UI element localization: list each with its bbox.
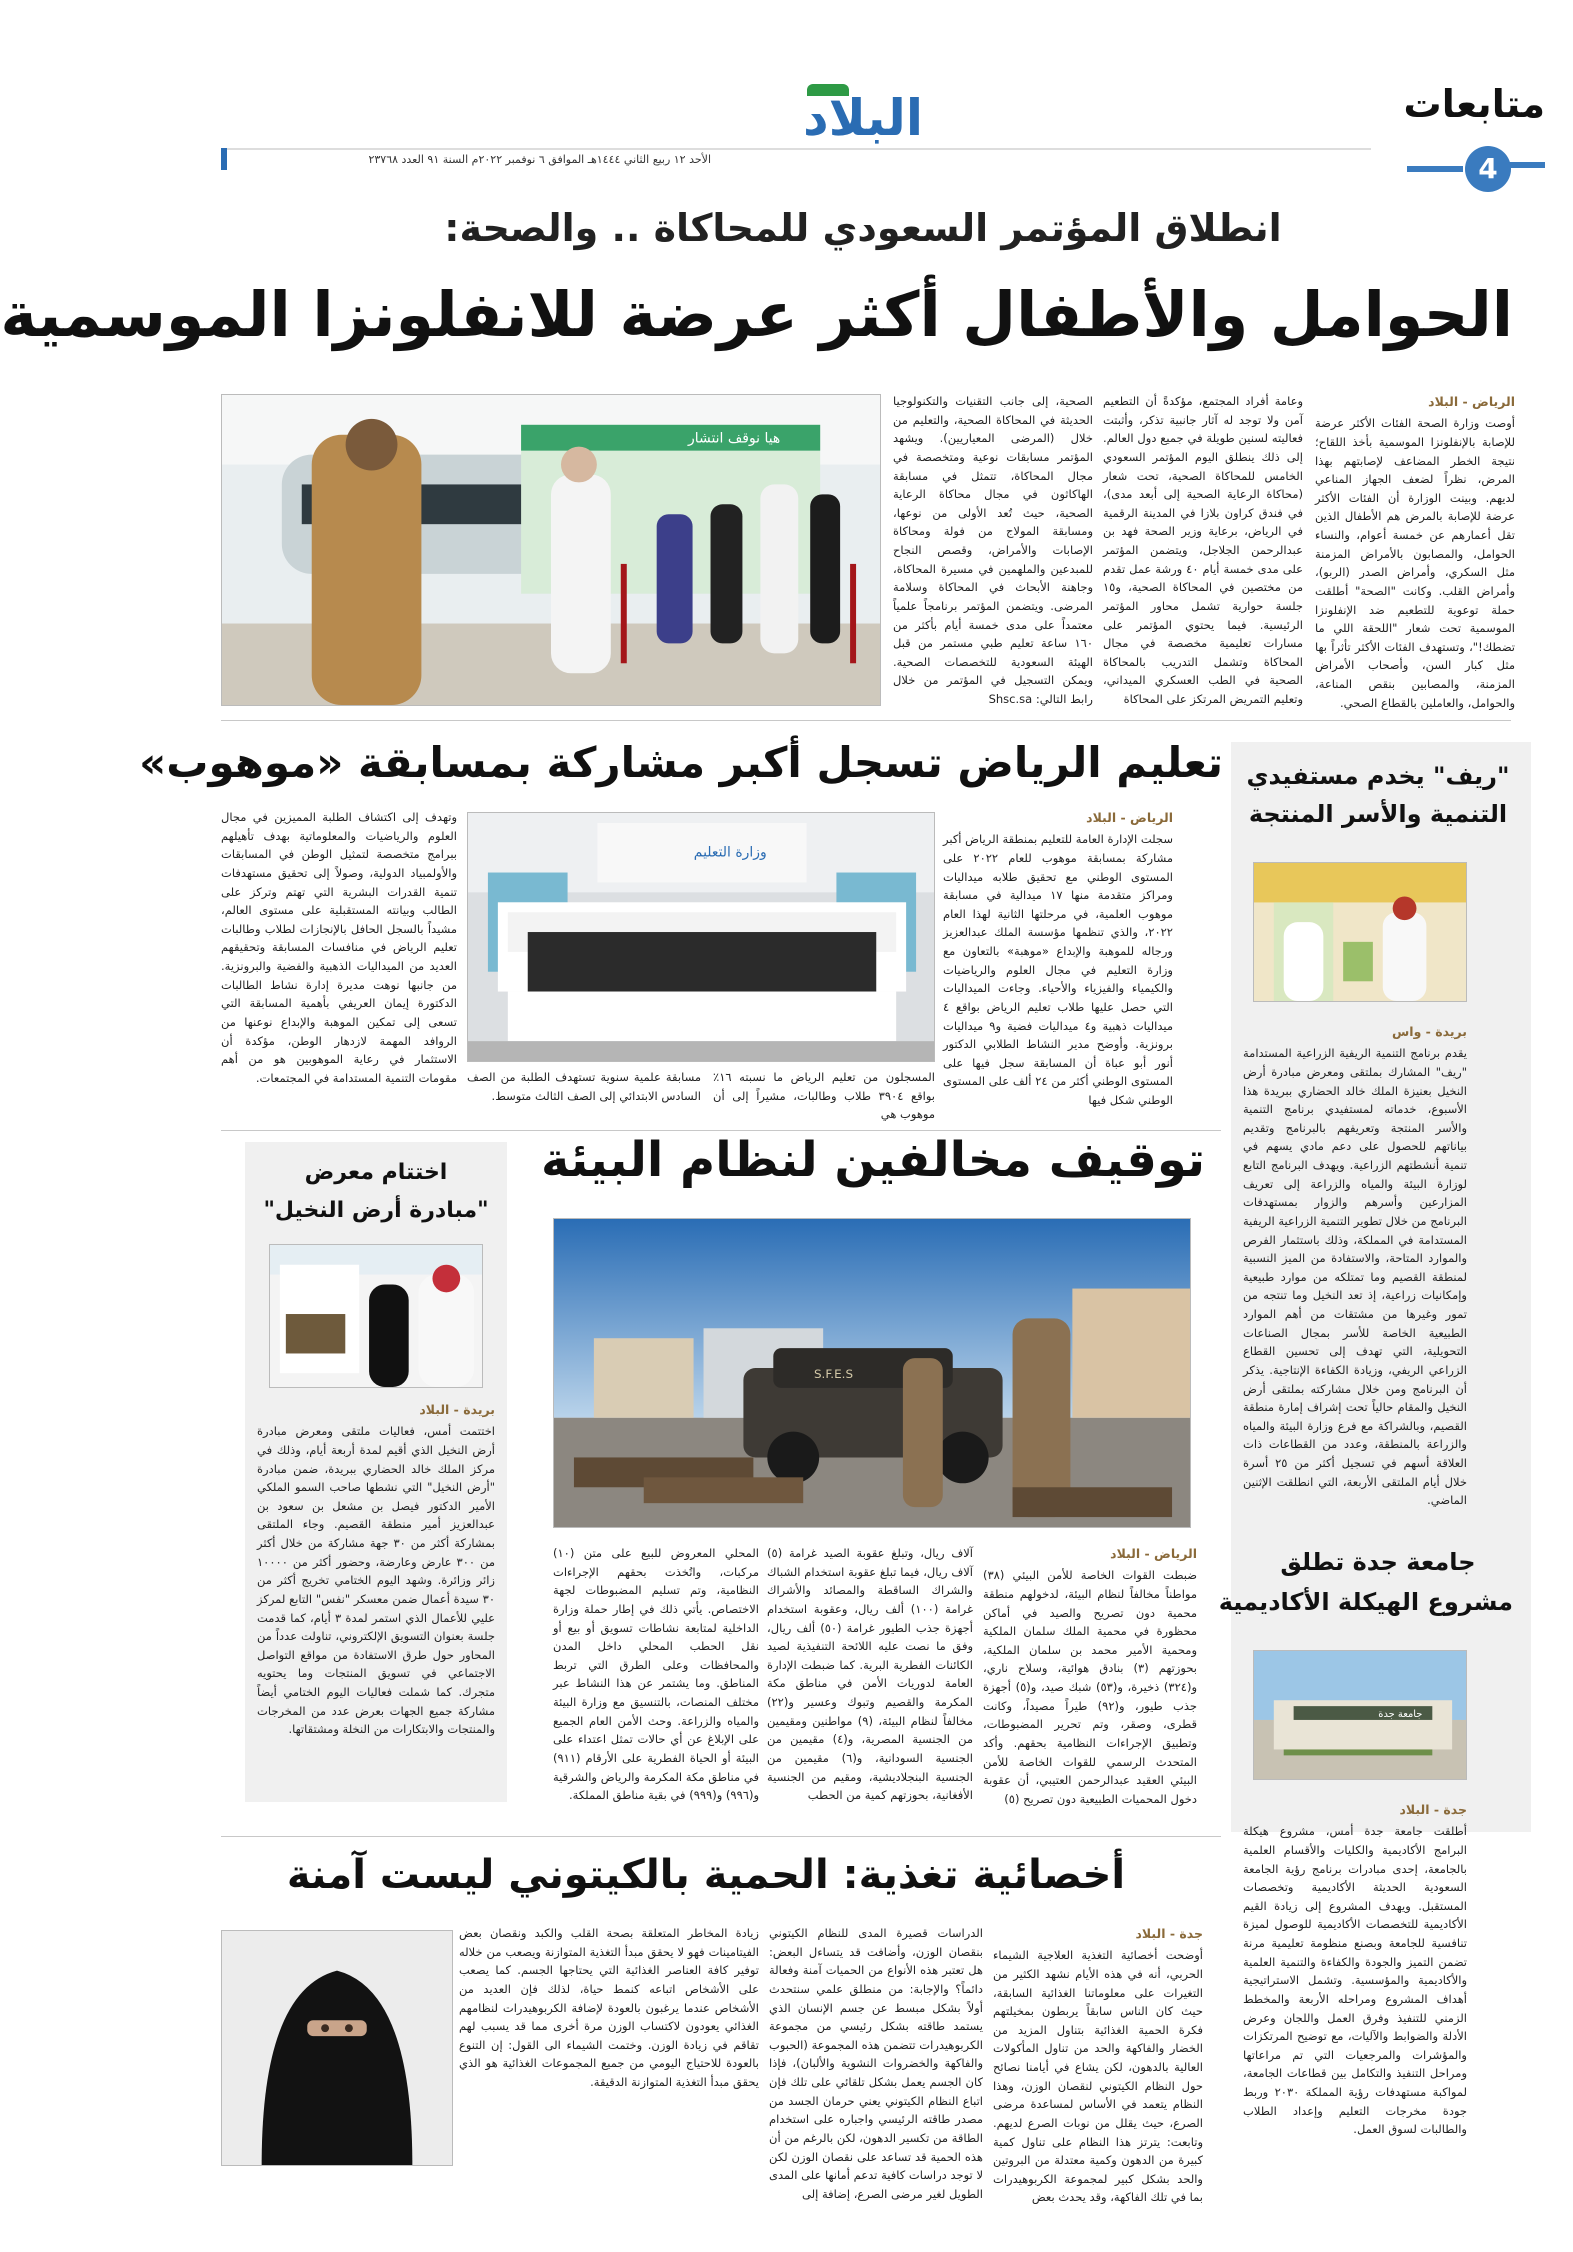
- jeddah-uni-headline-2: مشروع الهيكلة الأكاديمية: [1218, 1588, 1513, 1616]
- mawhiba-photo: [467, 812, 935, 1062]
- lead-col2-text: وعامة أفراد المجتمع، مؤكدةً أن التطعيم آمن ولا توجد له آثار جانبية تذكر، وأثبتت فعاليته لسنين طويلة في جميع دول العالم. إلى ذلك ينطلق اليوم المؤتمر السعودي الخامس للمحاكاة الصحية، تحت شعار (محاكاة الرعاية الصحية إلى أبعد مدى)، في فندق كراون بلازا في المدينة الرقمية في الرياض، برعاية وزير الصحة فهد بن عبدالرحمن الجلاجل، ويتضمن المؤتمر على مدى خمسة أيام ٤٠ ورشة عمل تقدم من مختصين في المحاكاة الصحية، و١٥ جلسة حوارية تشمل محاور المؤتمر الرئيسية. فيما يحتوي المؤتمر على مسارات تعليمية مخصصة في مجال المحاكاة وتشمل التدريب بالمحاكاة الصحية في الطب العسكري الميداني، وتعليم التمريض المرتكز على المحاكاة: [1103, 394, 1303, 706]
- mawhiba-photo-sign: وزارة التعليم: [693, 844, 767, 861]
- keto-col1-text: أوضحت أخصائية التغذية العلاجية الشيماء الحربي، أنه في هذه الأيام نشهد الكثير من التغيرات على معلوماتنا الغذائية السابقة، حيث كان الناس سابقاً يربطون بمخيلتهم فكرة الحمية الغذائية بتناول المزيد من الخضار والفاكهة والحد من تناول المأكولات العالية بالدهون، لكن يشاع في أيامنا نصائح حول النظام الكيتوني لنقصان الوزن، وهذا النظام يتعمد في الأساس لمساعدة مرضى الصرع، حيث يقلل من نوبات الصرع لديهم. وتابعت: يترتز هذا النظام على تناول كمية كبيرة من الدهون وكمية معتدلة من البروتين والحد بشكل كبير لمجموعة الكربوهيدرات بما في تلك الفاكهة، وقد يحدث بعض: [993, 1948, 1203, 2205]
- lead-photo-sign: هيا نوقف انتشار: [688, 430, 781, 447]
- environment-col2-text: آلاف ريال، وتبلغ عقوبة الصيد غرامة (٥) آلاف ريال، فيما تبلغ عقوبة استخدام الشباك والشراك الساقطة والمصائد والأشراك غرامة (١٠٠) ألف ريال، وعقوبة استخدام أجهزة جذب الطيور غرامة (٥٠) ألف ريال، وفق ما نصت عليه اللائحة التنفيذية لصيد الكائنات الفطرية البرية. كما ضبطت الإدارة العامة لدوريات الأمن في مناطق مكة المكرمة والقصيم وتبوك وعسير و(٢٢) مخالفاً لنظام البيئة، (٩) مواطنين ومقيمين من الجنسية المصرية، و(٤) مقيمين من الجنسية السودانية، و(٦) مقيمين من الجنسية البنجلاديشية، ومقيم من الجنسية الأفغانية، بحوزتهم كمية من الحطب: [767, 1546, 973, 1803]
- logo-text: البلاد: [803, 89, 923, 147]
- rif-headline-2: التنمية والأسر المنتجة: [1248, 800, 1508, 828]
- lead-column-3: [893, 392, 1093, 722]
- rif-text: يقدم برنامج التنمية الريفية الزراعية المستدامة "ريف" المشارك بملتقى ومعرض مبادرة أرض النخيل بعنيزة الملك خالد الحضاري ببريدة هذا الأسبوع، خدماته لمستفيدي برنامج التنمية والأسر المنتجة وتعريفهم بالبرنامج وتقديم بياناتهم للحصول على دعم مادي يسهم في تنمية أنشطتهم الزراعية. ويهدف البرنامج التابع لوزارة البيئة والمياه والزراعة إلى تعريف المزارعين وأسرهم والزوار بمستهدفات البرنامج من خلال تطوير التنمية الزراعية الريفية المستدامة في المملكة، وذلك باستثمار الفرص والموارد المتاحة، والاستفادة من الميز النسبية لمنطقة القصيم وما تمتلكه من موارد طبيعية وإمكانيات زراعية، إذ تعد النخيل وما تنتجه من تمور وغيرها من مشتقات من أهم الموارد الطبيعية الخاصة للأسر بمجال الصناعات التحويلية، التي تهدف إلى تحسين القطاع الزراعي الريفي، وزيادة الكفاءة الإنتاجية. يذكر أن البرنامج ومن خلال مشاركته بملتقى أرض النخيل والمقام حالياً تحت إشراف إمارة منطقة القصيم، وبالشراكة مع فرع وزارة البيئة والمياه والزراعة بالمنطقة، وعدد من القطاعات ذات العلاقة أسهم في تسجيل أكثر من ٢٥ أسرة خلال أيام الملتقى الأربعة، التي انطلقت الإثنين الماضي.: [1242, 1046, 1467, 1508]
- section-title: متابعات: [1403, 82, 1545, 126]
- jeddah-uni-text: أطلقت جامعة جدة أمس، مشروع هيكلة البرامج الأكاديمية والكليات والأقسام العلمية بالجامعة، إحدى مبادرات برنامج رؤية الجامعة السعودية الحديثة الأكاديمية وتخصصات المستقبل. ويهدف المشروع إلى زيادة القيم الأكاديمية للتخصصات الأكاديمية للوصول لميزة تنافسية للجامعة وبصنع منظومة تعليمية مرنة تضمن التميز والجودة والكفاءة والتنمية العلمية والأكاديمية والمؤسسية. وتشمل الاستراتيجية أهداف المشروع ومراحله الأربعة والمخطط الزمني للتنفيذ وفرق العمل واللجان وعرض الأدلة والضوابط والآليات، مع توضيح المرتكزات والمؤشرات والمرجعيات التي تم مراعاتها ومراحل التنفيذ والتكامل بين قطاعات الجامعة، لمواكبة مستهدفات رؤية المملكة ٢٠٣٠ وربط جودة مخرجات التعليم وإعداد الطلاب والطالبات لسوق العمل.: [1243, 1824, 1467, 2137]
- issue-line: الأحد ١٢ ربيع الثاني ١٤٤٤هـ الموافق ٦ نوفمبر ٢٠٢٢م السنة ٩١ العدد ٢٣٧٦٨: [368, 153, 711, 166]
- palm-photo: [269, 1244, 483, 1388]
- environment-column-3: [553, 1544, 759, 1804]
- lead-col3-text: الصحية، إلى جانب التقنيات والتكنولوجيا الحديثة في المحاكاة الصحية، والتعليم من خلال (المرضى المعياريين). ويشهد المؤتمر مسابقات نوعية ومتخصصة في مجال المحاكاة، تتمثل في مسابقة الهاكاثون في مجال محاكاة الرعاية الصحية، حيث تُعد الأولى من نوعها، ومسابقة المولاج من فولة ومحاكاة الإصابات والأمراض، وقصص النجاح للمبدعين والملهمين في مسيرة المحاكاة، وجاهنة الأبحاث في المحاكاة وسلامة المرضى. ويتضمن المؤتمر برنامجاً علمياً معتمداً على مدى خمسة أيام بأكثر من ١٦٠ ساعة تعليم طبي مستمر من قبل الهيئة السعودية للتخصصات الصحية. ويمكن التسجيل في المؤتمر من خلال رابط التالي: Shsc.sa: [893, 394, 1093, 706]
- environment-column-2: [767, 1544, 973, 1804]
- keto-portrait: [221, 1930, 453, 2166]
- palm-body: [257, 1400, 495, 1795]
- mawhiba-column-left: [221, 808, 457, 1085]
- palm-headline-1: اختتام معرض: [304, 1160, 448, 1185]
- lead-kicker: انطلاق المؤتمر السعودي للمحاكاة .. والصحة:: [444, 206, 1282, 250]
- environment-column-1: [983, 1544, 1197, 1804]
- keto-col3-text: زيادة المخاطر المتعلقة بصحة القلب والكبد ونقصان بعض الفيتامينات فهو لا يحقق مبدأ التغذية المتوازنة ويصعب من خلاله توفير كافة العناصر الغذائية التي يحتاجها الجسم. كما يصعب على الأشخاص اتباعه كنمط حياة، لذلك فإن العديد من الأشخاص عندما يرغبون بالعودة لإضافة الكربوهيدرات لنظامهم الغذائي يعودون لاكتساب الوزن مرة أخرى مما قد يسبب لهم تقاقم في زيادة الوزن. وختمت الشيماء الى القول: إن التنوع بالعودة للاحتياج اليومي من جميع المجموعات الغذائية هو الذي يحقق مبدأ التغذية المتوازنة الدقيقة.: [459, 1926, 759, 2089]
- jeddah-uni-sign: جامعة جدة: [1378, 1708, 1423, 1720]
- divider-lead: [221, 720, 1511, 721]
- environment-headline: توقيف مخالفين لنظام البيئة: [540, 1132, 1206, 1188]
- jeddah-uni-body: [1243, 1800, 1467, 2200]
- lead-photo: [221, 394, 881, 706]
- mawhiba-bottom-1: [713, 1068, 935, 1122]
- environment-photo: [553, 1218, 1191, 1528]
- header-rule-mark: [221, 148, 227, 170]
- mawhiba-dateline: الرياض - البلاد: [1086, 810, 1173, 825]
- page-number-badge: 4: [1465, 146, 1511, 192]
- palm-text: اختتمت أمس، فعاليات ملتقى ومعرض مبادرة أرض النخيل الذي أقيم لمدة أربعة أيام، وذلك في مركز الملك خالد الحضاري ببريدة، ضمن مبادرة "أرض النخيل" التي نشطها صاحب السمو الملكي الأمير الدكتور فيصل بن مشعل بن سعود بن عبدالعزيز أمير منطقة القصيم. وجاء الملتقى بمشاركة أكثر من ٣٠ جهة مشاركة من خلال أكثر من ٣٠٠ عارض وعارضة، وحضور أكثر من ١٠٠٠٠ زائر وزائرة. وشهد اليوم الختامي تخريج أكثر من ٣٠ سيدة أعمال ضمن معسكر "نفس" التابع لمركز عليي للأعمال الذي استمر لمدة ٣ أيام، كما قدمت جلسة بعنوان التسويق الإلكتروني، تناولت عدداً من المحاور حول طرق الاستفادة من مواقع التواصل الاجتماعي في تسويق المنتجات وما يحتويه متجرك. كما شملت فعاليات اليوم الختامي أيضاً مشاركة جميع الجهات بعرض عدد من المخرجات والمنتجات والابتكارات من النخلة ومشتقاتها.: [257, 1424, 496, 1737]
- jeddah-uni-photo: [1253, 1650, 1467, 1780]
- keto-headline: أخصائية تغذية: الحمية بالكيتوني ليست آمنة: [286, 1852, 1126, 1898]
- rif-body: [1243, 1022, 1467, 1532]
- palm-dateline: بريدة - البلاد: [419, 1402, 495, 1417]
- palm-headline-2: "مبادرة أرض النخيل": [263, 1198, 489, 1223]
- rif-dateline: بريدة - واس: [1392, 1024, 1467, 1039]
- jeddah-uni-headline-1: جامعة جدة تطلق: [1280, 1548, 1476, 1576]
- divider-mawhiba: [221, 1130, 1221, 1131]
- mawhiba-right-text: سجلت الإدارة العامة للتعليم بمنطقة الرياض أكبر مشاركة بمسابقة موهوب للعام ٢٠٢٢ على المستوى الوطني مع تحقيق طلابه ميداليات ومراكز متقدمة منها ١٧ ميدالية في مسابقة موهوب العلمية، في مرحلتها الثانية لهذا العام ٢٠٢٢، والذي تنظمها مؤسسة الملك عبدالعزيز ورجاله للموهبة والإبداع «موهبة» بالتعاون مع وزارة التعليم في مجال العلوم والرياضيات والكيمياء والفيزياء والأحياء. وجاءت الميداليات التي حصل عليها طلاب تعليم الرياض بواقع ٤ ميداليات ذهبية و٤ ميداليات فضية و٩ ميداليات برونزية. وأوضح مدير النشاط الطلابي الدكتور أنور أبو عباة أن المسابقة سجل فيها على المستوى الوطني أكثر من ٢٤ ألف على المستوى الوطني شكل فيها: [943, 832, 1174, 1107]
- mawhiba-left-text: وتهدف إلى اكتشاف الطلبة المميزين في مجال العلوم والرياضيات والمعلوماتية بهدف تأهيلهم ببرامج متخصصة لتمثيل الوطن في المسابقات والأولمبياد الدولية، وصولاً إلى تحقيق مستهدفات تنمية القدرات البشرية التي تهتم وتركز على الطالب وبيانته المستقبلية على مستوى العالم، مشيداً بالسجل الحافل بالإنجازات لطلاب وطالبات تعليم الرياض في منافسات المسابقة وتحقيقهم العديد من الميداليات الذهبية والفضية والبرونزية. من جانبها نوهت مديرة إدارة نشاط الطالبات الدكتورة إيمان العريفي بأهمية المسابقة التي تسعى إلى تمكين الموهبة والإبداع نوعنها من الروافد المهمة لازدهار الوطن، مؤكدة أن الاستثمار في رعاية الموهوبين هو من أهم مقومات التنمية المستدامة في المجتمعات.: [221, 810, 457, 1085]
- mawhiba-headline: تعليم الرياض تسجل أكبر مشاركة بمسابقة «موهوب»: [139, 738, 1223, 787]
- header-rule: [221, 148, 1371, 150]
- rif-photo: [1253, 862, 1467, 1002]
- mawhiba-column-right: [943, 808, 1174, 1107]
- lead-column-2: [1103, 392, 1303, 722]
- keto-column-1: [993, 1924, 1203, 2244]
- environment-col3-text: المحلي المعروض للبيع على متن (١٠) مركبات، واتُخذت بحقهم الإجراءات النظامية، وتم تسليم المضبوطات لجهة الاختصاص. يأتي ذلك في إطار حملة وزارة الداخلية لمتابعة نشاطات تسويق أو بيع أو نقل الحطب المحلي داخل المدن والمحافظات وعلى الطرق التي تربط المناطق. وما يشتمر عن هذا النشاط عبر مختلف المنصات، بالتنسيق مع وزارة البيئة والمياه والزراعة. وحث الأمن العام الجميع على الإبلاغ عن أي حالات تمثل اعتداء على البيئة أو الحياة الفطرية على الأرقام (٩١١) في مناطق مكة المكرمة والرياض والشرقية و(٩٩٦) و(٩٩٩) في بقية مناطق المملكة.: [553, 1546, 759, 1803]
- jeddah-uni-dateline: جدة - البلاد: [1399, 1802, 1467, 1817]
- section-underline: [1505, 162, 1545, 168]
- keto-column-3: [459, 1924, 759, 2244]
- newspaper-logo: [793, 78, 933, 152]
- lead-dateline: الرياض - البلاد: [1428, 394, 1515, 409]
- rif-headline-1: "ريف" يخدم مستفيدي: [1246, 762, 1510, 790]
- environment-dateline: الرياض - البلاد: [1110, 1546, 1197, 1561]
- divider-environment: [221, 1836, 1221, 1837]
- mawhiba-bottom-2: [467, 1068, 701, 1118]
- mawhiba-bottom-1-text: المسجلون من تعليم الرياض ما نسبته ١٦٪ بواقع ٣٩٠٤ طلاب وطالبات، مشيراً إلى أن موهوب هي: [713, 1070, 935, 1122]
- lead-column-1: [1315, 392, 1515, 722]
- keto-dateline: جدة - البلاد: [1135, 1926, 1203, 1941]
- lead-headline: الحوامل والأطفال أكثر عرضة للانفلونزا الموسمية: [0, 278, 1513, 351]
- environment-col1-text: ضبطت القوات الخاصة للأمن البيئي (٣٨) مواطناً مخالفاً لنظام البيئة، لدخولهم منطقة محمية دون تصريح والصيد في أماكن محظورة في محمية الملك سلمان الملكية ومحمية الأمير محمد بن سلمان الملكية، بحوزتهم (٣) بنادق هوائية، وسلاح ناري، و(٣٢٤) ذخيرة، و(٥٣) شبك صيد، و(٥) أجهزة جذب طيور، و(٩٢) طيراً مصيداً، وكانت قطرى، وصقر، وتم تحرير المضبوطات، وتطبيق الإجراءات النظامية بحقهم. وأكد المتحدث الرسمي للقوات الخاصة للأمن البيئي العقيد عبدالرحمن العتيبي، أن عقوبة دخول المحميات الطبيعية دون تصريح (٥): [983, 1568, 1198, 1806]
- section-rule-blue: [1407, 166, 1463, 172]
- keto-col2-text: الدراسات قصيرة المدى للنظام الكيتوني بنقصان الوزن، وأضافت قد يتساءل البعض: هل تعتبر هذه الأنواع من الحميات آمنة وفعالة دائماً؟ والإجابة: من منطلق علمي سنتحدث أولاً بشكل مبسط عن جسم الإنسان الذي يستمد طاقته بشكل رئيسي من مجموعة الكربوهيدرات تتضمن هذه المجموعة (الحبوب والفاكهة والخضروات النشوية والألبان)، فإذا كان الجسم يعمل بشكل تلقائي على تلك فإن اتباع النظام الكيتوني يعني حرمان الجسد من مصدر طاقته الرئيسي واجباره على استخدام الطاقة من تكسير الدهون، لكن بالرغم من أن هذه الحمية قد تساعد على نقصان الوزن لكن لا توجد دراسات كافية تدعم أمانها على المدى الطويل لغير مرضى الصرع، إضافة إلى: [769, 1926, 983, 2201]
- environment-truck-label: S.F.E.S: [813, 1366, 854, 1381]
- lead-col1-text: أوصت وزارة الصحة الفئات الأكثر عرضة للإصابة بالإنفلونزا الموسمية بأخذ اللقاح؛ نتيجة الخطر المضاعف لإصابتهم بهذا المرض، نظراً لضعف الجهاز المناعي لديهم. وبينت الوزارة أن الفئات الأكثر عرضة للإصابة بالمرض هم الأطفال الذين تقل أعمارهم عن خمسة أعوام، والنساء الحوامل، والمصابون بالأمراض المزمنة مثل السكري، وأمراض الصدر (الربو)، وأمراض القلب. وكانت "الصحة" أطلقت حملة توعوية للتطعيم ضد الإنفلونزا الموسمية تحت شعار "اللحقة اللي ما تضطك!"، وتستهدف الفئات الأكثر تأثراً بها مثل كبار السن، وأصحاب الأمراض المزمنة، والمصابين بنقص المناعة، والحوامل، والعاملين بالقطاع الصحي.: [1315, 416, 1515, 710]
- keto-column-2: [769, 1924, 983, 2244]
- mawhiba-bottom-2-text: مسابقة علمية سنوية تستهدف الطلبة من الصف السادس الابتدائي إلى الصف الثالث متوسط.: [467, 1070, 701, 1103]
